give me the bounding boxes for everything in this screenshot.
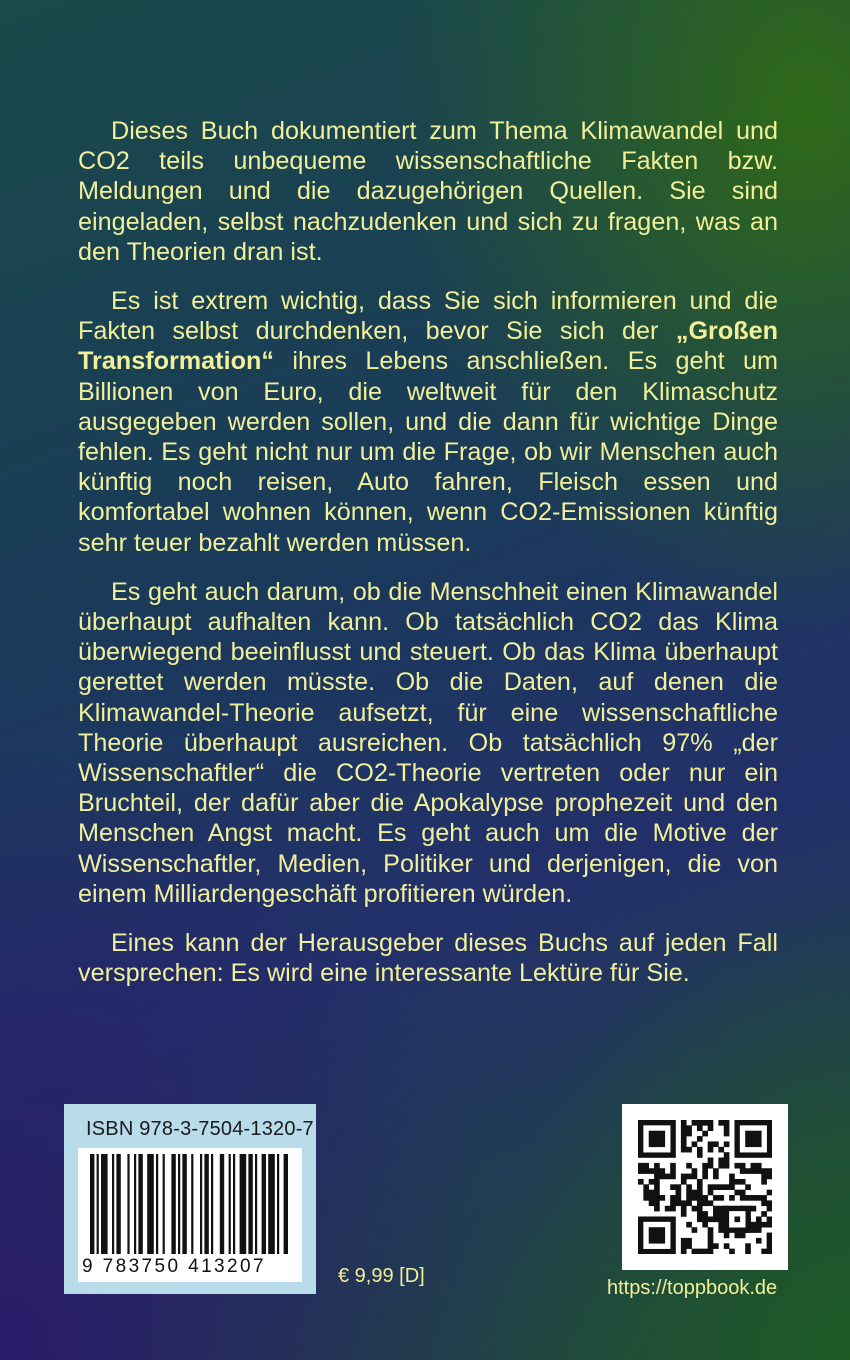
blurb-emphasis: „Großen Transformation“ bbox=[78, 317, 778, 376]
back-cover-blurb bbox=[78, 116, 778, 1007]
barcode-bars-icon bbox=[86, 1154, 294, 1254]
blurb-paragraph-2-start: Es ist extrem wichtig, dass Sie sich informieren und die Fakten selbst durchdenken, bevor Sie sich der bbox=[78, 287, 778, 346]
qr-code-icon bbox=[638, 1120, 772, 1254]
blurb-paragraph-3: Es geht auch darum, ob die Menschheit einen Klimawandel überhaupt aufhalten kann. Ob tatsächlich CO2 das Klima überwiegend beeinflusst und steuert. Ob das Klima überhaupt gerettet werden müsste. Ob die Daten, auf denen die Klimawandel-Theorie aufsetzt, für eine wissenschaftliche Theorie überhaupt ausreichen. Ob tatsächlich 97% „der Wissenschaftler“ die CO2-Theorie vertreten oder nur ein Bruchteil, der dafür aber die Apokalypse prophezeit und den Menschen Angst macht. Es geht auch um die Motive der Wissenschaftler, Medien, Politiker und derjenigen, die von einem Milliardengeschäft profitieren würden. bbox=[78, 577, 778, 908]
isbn-label: ISBN 978-3-7504-1320-7 bbox=[86, 1118, 314, 1140]
barcode-digits: 9 783750 413207 bbox=[82, 1256, 266, 1277]
website-url[interactable]: https://toppbook.de bbox=[607, 1277, 778, 1299]
blurb-paragraph-2-end: ihres Lebens anschließen. Es geht um Billionen von Euro, die weltweit für den Klimaschutz ausgegeben werden sollen, und die dann für wichtige Dinge fehlen. Es geht nicht nur um die Frage, ob wir Menschen auch künftig noch reisen, Auto fahren, Fleisch essen und komfortabel wohnen können, wenn CO2-Emissionen künftig sehr teuer bezahlt werden müssen. bbox=[78, 347, 778, 557]
qr-code bbox=[622, 1104, 788, 1270]
blurb-paragraph-4: Eines kann der Herausgeber dieses Buchs auf jeden Fall versprechen: Es wird eine interessante Lektüre für Sie. bbox=[78, 929, 778, 988]
blurb-paragraph-2 bbox=[78, 286, 778, 558]
price-label: € 9,99 [D] bbox=[338, 1265, 425, 1287]
blurb-paragraph-1: Dieses Buch dokumentiert zum Thema Klimawandel und CO2 teils unbequeme wissenschaftliche Fakten bzw. Meldungen und die dazugehörigen Quellen. Sie sind eingeladen, selbst nachzudenken und sich zu fragen, was an den Theorien dran ist. bbox=[78, 117, 778, 266]
isbn-box bbox=[64, 1104, 316, 1294]
barcode bbox=[78, 1148, 302, 1282]
